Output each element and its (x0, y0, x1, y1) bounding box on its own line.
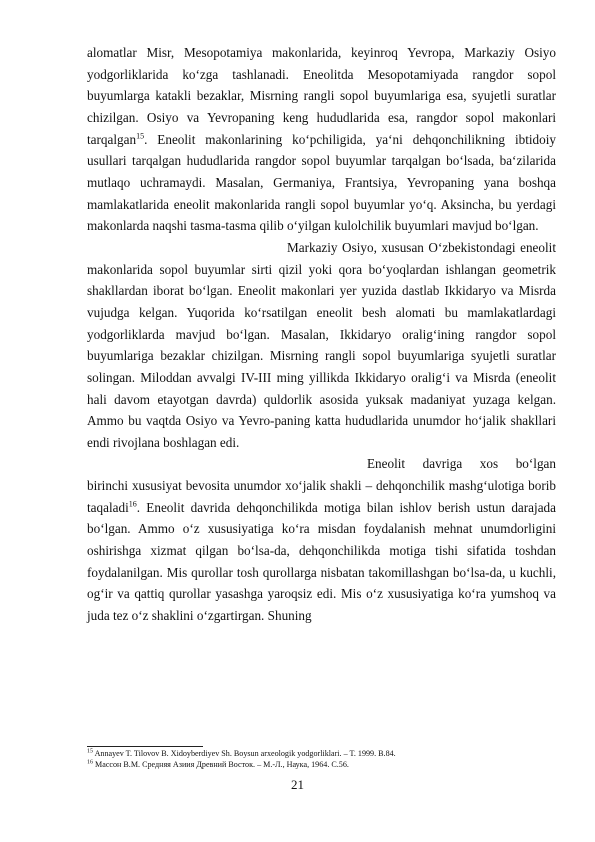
paragraph-2: Markaziy Osiyo, xususan O‘zbekistondagi eneolit makonlarida sopol buyumlar sirti qizil yoki qora bo‘yoqlardan ishlangan geometrik shakllardan iborat bo‘lgan. Eneolit makonlari yer yuzida dastlab Ikkidaryo va Misrda vujudga kelgan. Yuqorida ko‘rsatilgan eneolit besh alomati bu mamlakatlardagi yodgorliklarda mavjud bo‘lgan. Masalan, Ikkidaryo oralig‘ining rangdor sopol buyumlariga bezaklar chizilgan. Misrning rangli sopol buyumlariga syujetli suratlar solingan. Miloddan avvalgi IV-III ming yillikda Ikkidaryo oralig‘i va Misrda (eneolit hali davom etayotgan davrda) quldorlik asosida yuksak madaniyat yuzaga kelgan. Ammo bu vaqtda Osiyo va Yevro-paning katta hududlarida unumdor ho‘jalik shakllari endi rivojlana boshlagan edi. (87, 239, 556, 450)
footnote-15 (87, 749, 556, 760)
paragraph-3-text-b: . Eneolit davrida dehqonchilikda motiga bilan ishlov berish ustun darajada bo‘lgan. Ammo o‘z xususiyatiga ko‘ra misdan foydalanish mehnat unumdorligini oshirishga xizmat qilgan bo‘lsa-da, dehqonchilikda motiga tishi sifatida toshdan foydalanilgan. Mis qurollar tosh qurollarga nisbatan takomillashgan bo‘lsa-da, u kuchli, og‘ir va qattiq qurollar yasashga yaroqsiz edi. Mis o‘z xususiyatiga ko‘ra yumshoq va juda tez o‘z shaklini o‘zgartirgan. Shuning (87, 499, 556, 624)
footnotes (87, 749, 556, 770)
footnote-15-text: Annayev T. Tilovov B. Xidoyberdiyev Sh. Boysun arxeologik yodgorliklari. – T. 1999. B.84. (94, 749, 396, 758)
paragraph-1-text-a: alomatlar Misr, Mesopotamiya makonlarida, keyinroq Yevropa, Markaziy Osiyo yodgorliklarida ko‘zga tashlanadi. Eneolitda Mesopotamiyada rangdor sopol buyumlarga katakli bezaklar, Misrning rangli sopol buyumlariga esa, syujetli suratlar chizilgan. Osiyo va Yevropaning keng hududlarida esa, rangdor sopol makonlari tarqalgan (87, 45, 556, 147)
page-number: 21 (291, 777, 304, 792)
footnote-16 (87, 760, 556, 771)
paragraph-3-text-a: Eneolit davriga xos bo‘lgan birinchi xususiyat bevosita unumdor xo‘jalik shakli – dehqonchilik mashg‘ulotiga borib taqaladi (87, 456, 556, 515)
main-text (87, 42, 556, 627)
footnote-ref-16: 16 (128, 499, 137, 509)
footnote-15-number: 15 (87, 748, 93, 755)
footnote-divider (87, 746, 203, 747)
footnote-ref-15: 15 (136, 131, 145, 141)
paragraph-1 (87, 42, 556, 237)
paragraph-1-text-b: . Eneolit makonlarining ko‘pchiligida, ya‘ni dehqonchilikning ibtidoiy usullari tarqalgan hududlarida rangdor sopol buyumlar tarqalgan bo‘lsada, ba‘zilarida mutlaqo uchramaydi. Masalan, Germaniya, Frantsiya, Yevropaning yana boshqa mamlakatlarida eneolit makonlarida rangli sopol buyumlar yo‘q. Aksincha, bu yerdagi makonlarda naqshi tasma-tasma qilib o‘yilgan kulolchilik buyumlari mavjud bo‘lgan. (87, 131, 556, 234)
footnote-16-text: Массон В.М. Средняя Азиия Древний Восток. – М.-Л., Наука, 1964. C.56. (95, 759, 349, 769)
paragraph-3 (87, 453, 556, 626)
footnote-16-number: 16 (87, 758, 93, 765)
